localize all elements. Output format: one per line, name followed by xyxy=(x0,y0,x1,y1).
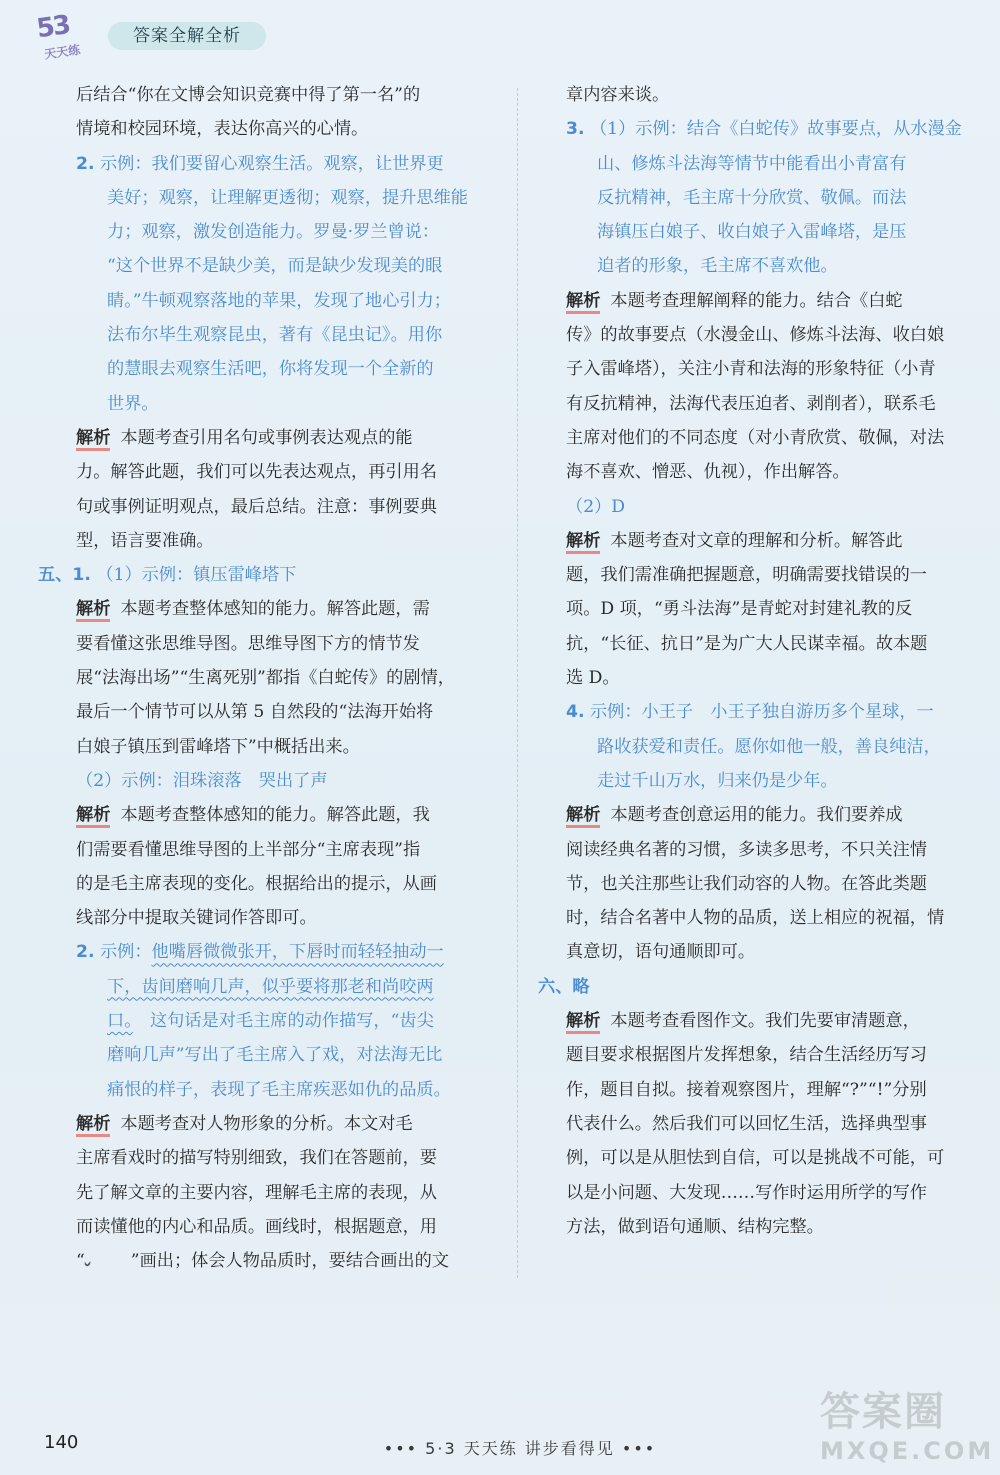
analysis-line: 时，结合名著中人物的品质，送上相应的祝福，情 xyxy=(566,908,945,929)
answer-5-2-line: 痛恨的样子，表现了毛主席疾恶如仇的品质。 xyxy=(107,1079,451,1100)
answer-line: （2）D xyxy=(566,496,626,517)
analysis-tag: 解析 xyxy=(566,1011,600,1034)
analysis-line: “ ”画出；体会人物品质时，要结合画出的文 xyxy=(76,1244,500,1278)
analysis-line: 题目要求根据图片发挥想象，结合生活经历写习 xyxy=(566,1045,927,1066)
analysis-line: 海不喜欢、憎恶、仇视），作出解答。 xyxy=(566,462,850,483)
analysis-line: 以是小问题、大发现……写作时运用所学的写作 xyxy=(566,1182,927,1203)
analysis-line: 作，题目自拟。接着观察图片，理解“?”“!”分别 xyxy=(566,1079,927,1100)
analysis-line: 有反抗精神，法海代表压迫者、剥削者），联系毛 xyxy=(566,393,936,414)
analysis-line: 解析 本题考查整体感知的能力。解答此题，需 xyxy=(76,592,500,626)
analysis-line: 展“法海出场”“生离死别”都指《白蛇传》的剧情， xyxy=(76,668,455,689)
analysis-tag: 解析 xyxy=(76,805,110,828)
analysis-line: 线部分中提取关键词作答即可。 xyxy=(76,908,317,929)
analysis-line: 解析 本题考查对文章的理解和分析。解答此 xyxy=(566,524,994,558)
analysis-line: 选 D。 xyxy=(566,668,620,689)
answer-2-line: 世界。 xyxy=(107,393,159,414)
analysis-line: 方法，做到语句通顺、结构完整。 xyxy=(566,1216,824,1237)
analysis-tag: 解析 xyxy=(76,599,110,622)
analysis-line: 抗，“长征、抗日”是为广大人民谋幸福。故本题 xyxy=(566,633,928,654)
analysis-line: 主席对他们的不同态度（对小青欣赏、敬佩，对法 xyxy=(566,427,945,448)
analysis-line: 白娘子镇压到雷峰塔下”中概括出来。 xyxy=(76,736,360,757)
right-column xyxy=(538,78,994,1244)
analysis-line: 主席看戏时的描写特别细致，我们在答题前，要 xyxy=(76,1148,437,1169)
analysis-line: 句或事例证明观点，最后总结。注意：事例要典 xyxy=(76,496,437,517)
analysis-line: 解析 本题考查看图作文。我们先要审清题意， xyxy=(566,1004,994,1038)
answer-3-line: 海镇压白娘子、收白娘子入雷峰塔，是压 xyxy=(597,222,907,243)
answer-2-line: 法布尔毕生观察昆虫，著有《昆虫记》。用你 xyxy=(107,325,443,346)
analysis-line: 项。D 项，“勇斗法海”是青蛇对封建礼教的反 xyxy=(566,599,913,620)
analysis-line: 解析 本题考查整体感知的能力。解答此题，我 xyxy=(76,798,500,832)
answer-5-2-line: 下，齿间磨响几声，似乎要将那老和尚咬两 xyxy=(107,976,434,997)
text-line: 后结合“你在文博会知识竞赛中得了第一名”的 xyxy=(76,85,421,105)
answer-2-line: 美好；观察，让理解更透彻；观察，提升思维能 xyxy=(107,187,468,208)
analysis-line: 解析 本题考查引用名句或事例表达观点的能 xyxy=(76,421,500,455)
page-number: 140 xyxy=(44,1432,79,1453)
answer-4-line: 走过千山万水，归来仍是少年。 xyxy=(597,770,838,791)
answer-5-2-line: 磨响几声”写出了毛主席入了戏，对法海无比 xyxy=(107,1045,443,1066)
analysis-line: 型，语言要准确。 xyxy=(76,530,214,551)
analysis-line: 先了解文章的主要内容，理解毛主席的表现，从 xyxy=(76,1182,437,1203)
left-column xyxy=(38,78,500,1278)
analysis-line: 阅读经典名著的习惯，多读多思考，不只关注情 xyxy=(566,839,927,860)
analysis-tag: 解析 xyxy=(566,291,600,314)
answer-5-2-line: 口。 这句话是对毛主席的动作描写，“齿尖 xyxy=(107,1011,434,1032)
answer-3-line: 山、修炼斗法海等情节中能看出小青富有 xyxy=(597,153,907,174)
answer-3-line: 反抗精神，毛主席十分欣赏、敬佩。而法 xyxy=(597,187,907,208)
analysis-line: 真意切，语句通顺即可。 xyxy=(566,942,756,963)
header-title: 答案全解全析 xyxy=(108,22,266,50)
analysis-line: 节，也关注那些让我们动容的人物。在答此类题 xyxy=(566,873,927,894)
site-watermark: 答案圈 MXQE.COM xyxy=(820,1389,995,1465)
analysis-line: 传》的故事要点（水漫金山、修炼斗法海、收白娘 xyxy=(566,325,945,346)
analysis-line: 最后一个情节可以从第 5 自然段的“法海开始将 xyxy=(76,702,434,723)
text-line: 情境和校园环境，表达你高兴的心情。 xyxy=(76,119,369,140)
answer-4-line: 4. 示例：小王子 小王子独自游历多个星球，一 xyxy=(566,702,934,723)
section-label: 五、 xyxy=(38,565,73,586)
answer-2-line: 力；观察，激发创造能力。罗曼·罗兰曾说： xyxy=(107,222,440,243)
answer-line: （2）示例：泪珠滚落 哭出了声 xyxy=(76,770,328,791)
section-5-line: 五、1. （1）示例：镇压雷峰塔下 xyxy=(38,565,297,586)
analysis-line: 例，可以是从胆怯到自信，可以是挑战不可能，可 xyxy=(566,1148,945,1169)
answer-3-line: 迫者的形象，毛主席不喜欢他。 xyxy=(597,256,838,277)
answer-2-line: 的慧眼去观察生活吧，你将发现一个全新的 xyxy=(107,359,434,380)
analysis-line: 子入雷峰塔），关注小青和法海的形象特征（小青 xyxy=(566,359,936,380)
question-number: 2. xyxy=(76,153,95,174)
answer-2-line: 2. 示例：我们要留心观察生活。观察，让世界更 xyxy=(76,153,444,174)
analysis-line: 而读懂他的内心和品质。画线时，根据题意，用 xyxy=(76,1216,437,1237)
analysis-tag: 解析 xyxy=(566,531,600,554)
answer-4-line: 路收获爱和责任。愿你如他一般，善良纯洁， xyxy=(597,736,941,757)
analysis-line: 解析 本题考查创意运用的能力。我们要养成 xyxy=(566,798,994,832)
analysis-line: 代表什么。然后我们可以回忆生活，选择典型事 xyxy=(566,1113,927,1134)
answer-5-2-line: 2. 示例：他嘴唇微微张开，下唇时而轻轻抽动一 xyxy=(76,942,444,963)
analysis-tag: 解析 xyxy=(566,805,600,828)
analysis-line: 要看懂这张思维导图。思维导图下方的情节发 xyxy=(76,633,420,654)
section-label: 六、 xyxy=(538,976,573,997)
wavy-line-symbol xyxy=(85,1244,131,1278)
analysis-line: 力。解答此题，我们可以先表达观点，再引用名 xyxy=(76,462,437,483)
brand-logo: 53 天天练 xyxy=(34,10,82,62)
analysis-line: 解析 本题考查理解阐释的能力。结合《白蛇 xyxy=(566,284,994,318)
footer-slogan: ••• 5·3 天天练 讲步看得见 ••• xyxy=(383,1439,657,1458)
analysis-tag: 解析 xyxy=(76,428,110,451)
answer-3-line: 3. （1）示例：结合《白蛇传》故事要点，从水漫金 xyxy=(566,119,962,140)
analysis-line: 的是毛主席表现的变化。根据给出的提示，从画 xyxy=(76,873,437,894)
analysis-tag: 解析 xyxy=(76,1114,110,1137)
answer-2-line: “这个世界不是缺少美，而是缺少发现美的眼 xyxy=(107,256,443,277)
analysis-line: 们需要看懂思维导图的上半部分“主席表现”指 xyxy=(76,839,421,860)
section-6-line: 六、略 xyxy=(538,976,590,997)
column-divider xyxy=(517,88,518,1278)
text-line: 章内容来谈。 xyxy=(566,85,670,105)
analysis-line: 解析 本题考查对人物形象的分析。本文对毛 xyxy=(76,1107,500,1141)
analysis-line: 题，我们需准确把握题意，明确需要找错误的一 xyxy=(566,565,927,586)
answer-2-line: 睛。”牛顿观察落地的苹果，发现了地心引力； xyxy=(107,290,451,311)
